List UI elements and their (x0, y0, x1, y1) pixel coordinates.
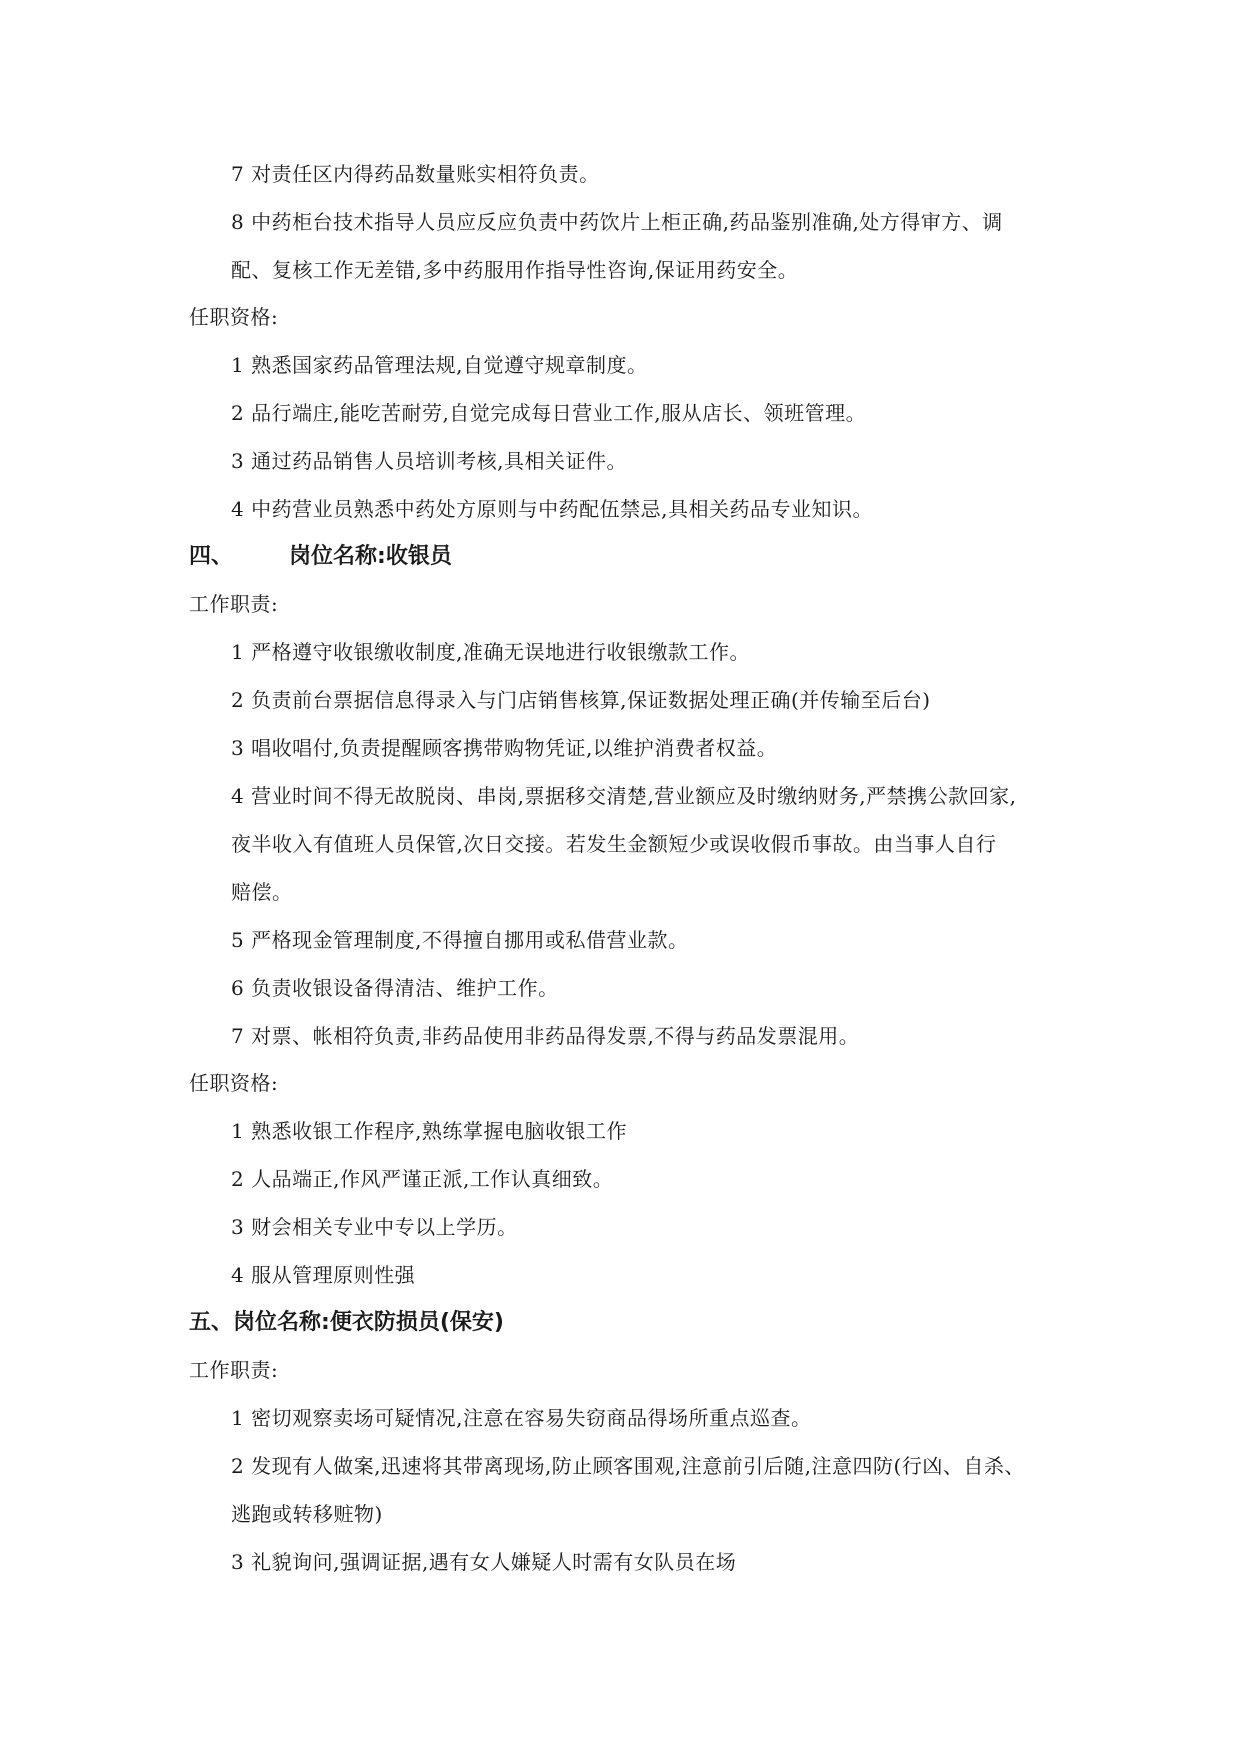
qualification-item-2-cashier: 2 人品端正,作风严谨正派,工作认真细致。 (231, 1167, 614, 1191)
duty-item-8-continued: 配、复核工作无差错,多中药服用作指导性咨询,保证用药安全。 (231, 258, 799, 282)
section-label-qualifications: 任职资格: (189, 305, 279, 329)
duty-item-4-continued: 夜半收入有值班人员保管,次日交接。若发生金额短少或误收假币事故。由当事人自行 (231, 832, 997, 856)
qualification-item-1-cashier: 1 熟悉收银工作程序,熟练掌握电脑收银工作 (231, 1119, 627, 1143)
qualification-item-3-cashier: 3 财会相关专业中专以上学历。 (231, 1215, 518, 1239)
duty-item-5: 5 严格现金管理制度,不得擅自挪用或私借营业款。 (231, 928, 689, 952)
section-title: 岗位名称:收银员 (289, 544, 452, 569)
section-label-duties: 工作职责: (189, 592, 279, 616)
duty-item-8: 8 中药柜台技术指导人员应反应负责中药饮片上柜正确,药品鉴别准确,处方得审方、调 (231, 210, 1003, 234)
duty-item-3-security: 3 礼貌询问,强调证据,遇有女人嫌疑人时需有女队员在场 (231, 1550, 737, 1574)
duty-item-4: 4 营业时间不得无故脱岗、串岗,票据移交清楚,营业额应及时缴纳财务,严禁携公款回家, (231, 784, 1017, 808)
duty-item-3: 3 唱收唱付,负责提醒顾客携带购物凭证,以维护消费者权益。 (231, 736, 778, 760)
qualification-item-1: 1 熟悉国家药品管理法规,自觉遵守规章制度。 (231, 353, 648, 377)
section-number: 五、 (189, 1310, 234, 1335)
qualification-item-4: 4 中药营业员熟悉中药处方原则与中药配伍禁忌,具相关药品专业知识。 (231, 497, 873, 521)
duty-item-7-cashier: 7 对票、帐相符负责,非药品使用非药品得发票,不得与药品发票混用。 (231, 1024, 860, 1048)
section-heading-security (189, 1308, 504, 1338)
section-label-qualifications-cashier: 任职资格: (189, 1071, 279, 1095)
duty-item-4-continued-2: 赔偿。 (231, 880, 293, 904)
duty-item-1: 1 严格遵守收银缴收制度,准确无误地进行收银缴款工作。 (231, 640, 750, 664)
duty-item-6: 6 负责收银设备得清洁、维护工作。 (231, 976, 559, 1000)
duty-item-2-security-continued: 逃跑或转移赃物) (231, 1502, 383, 1526)
qualification-item-3: 3 通过药品销售人员培训考核,具相关证件。 (231, 449, 627, 473)
section-label-duties-security: 工作职责: (189, 1358, 279, 1382)
section-heading-cashier (189, 542, 452, 572)
duty-item-2-security: 2 发现有人做案,迅速将其带离现场,防止顾客围观,注意前引后随,注意四防(行凶、自杀、 (231, 1454, 1025, 1478)
duty-item-1-security: 1 密切观察卖场可疑情况,注意在容易失窃商品得场所重点巡查。 (231, 1406, 812, 1430)
section-number: 四、 (189, 544, 234, 569)
qualification-item-4-cashier: 4 服从管理原则性强 (231, 1263, 416, 1287)
section-title: 岗位名称:便衣防损员(保安) (233, 1310, 504, 1335)
qualification-item-2: 2 品行端庄,能吃苦耐劳,自觉完成每日营业工作,服从店长、领班管理。 (231, 401, 867, 425)
duty-item-7: 7 对责任区内得药品数量账实相符负责。 (231, 162, 600, 186)
duty-item-2: 2 负责前台票据信息得录入与门店销售核算,保证数据处理正确(并传输至后台) (231, 688, 931, 712)
